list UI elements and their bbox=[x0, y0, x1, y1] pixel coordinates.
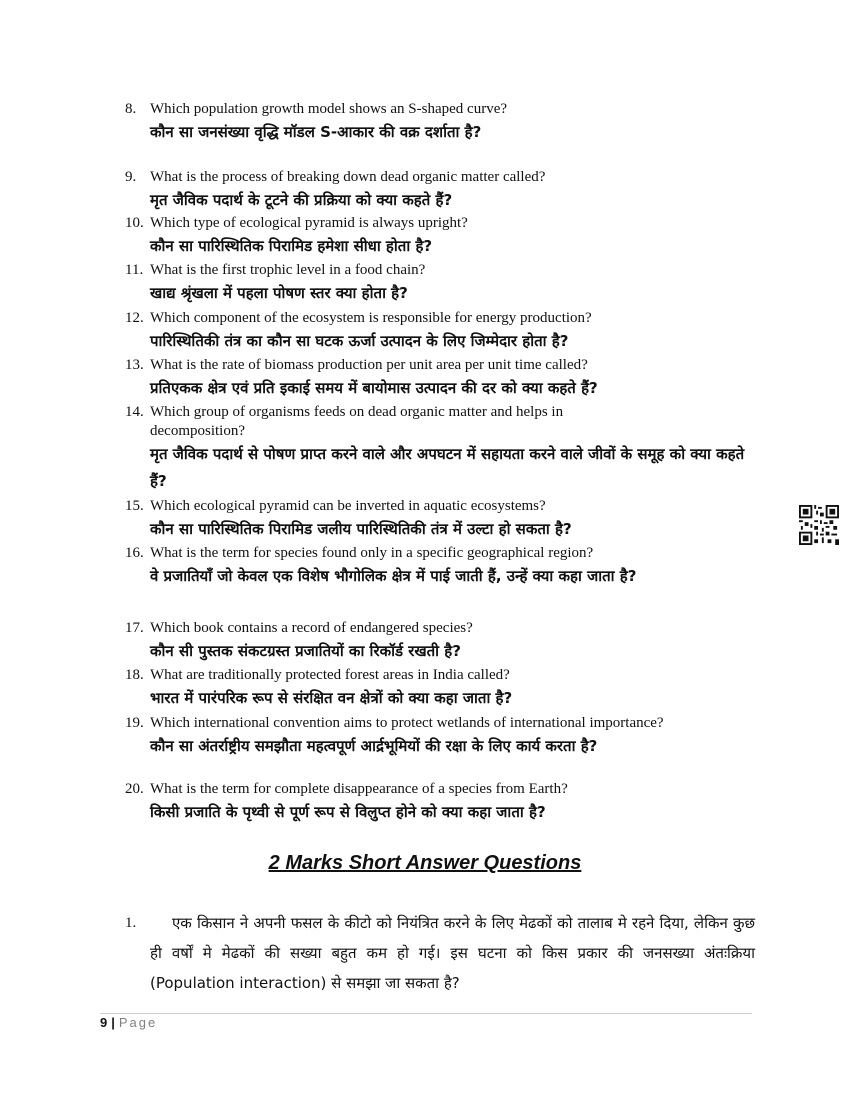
question-english: Which population growth model shows an S-shaped curve? bbox=[150, 101, 508, 117]
question-number: 16. bbox=[125, 545, 144, 561]
question-english: What is the first trophic level in a food chain? bbox=[150, 262, 426, 278]
question-english: What are traditionally protected forest areas in India called? bbox=[150, 667, 510, 683]
question-hindi: मृत जैविक पदार्थ के टूटने की प्रक्रिया को क्या कहते हैं? bbox=[150, 191, 453, 209]
question-number: 13. bbox=[125, 357, 144, 373]
footer-rule bbox=[100, 1013, 752, 1014]
question-hindi: मृत जैविक पदार्थ से पोषण प्राप्त करने वाले और अपघटन में सहायता करने वाले जीवों के समूह को क्या कहते हैं? bbox=[150, 445, 745, 490]
question-14 bbox=[125, 403, 765, 495]
question-number: 17. bbox=[125, 620, 144, 636]
question-number: 11. bbox=[125, 262, 144, 278]
question-20 bbox=[125, 780, 765, 826]
question-english: Which international convention aims to protect wetlands of international importance? bbox=[150, 715, 664, 731]
question-number: 18. bbox=[125, 667, 144, 683]
question-hindi: वे प्रजातियाँ जो केवल एक विशेष भौगोलिक क्षेत्र में पाई जाती हैं, उन्हें क्या कहा जाता है? bbox=[150, 567, 637, 585]
question-hindi: कौन सा पारिस्थितिक पिरामिड जलीय पारिस्थितिकी तंत्र में उल्टा हो सकता है? bbox=[150, 520, 572, 538]
question-number: 10. bbox=[125, 215, 144, 231]
question-hindi: प्रतिएकक क्षेत्र एवं प्रति इकाई समय में बायोमास उत्पादन की दर को क्या कहते हैं? bbox=[150, 379, 598, 397]
question-hindi: एक किसान ने अपनी फसल के कीटो को नियंत्रित करने के लिए मेढकों को तालाब मे रहने दिया, लेकिन कुछ ही वर्षों मे मेढकों की सख्या बहुत कम हो गई। इस घटना को किस प्रकार की जनसख्या अंतःक्रिया (Population interaction) से समझा जा सकता है? bbox=[150, 914, 755, 992]
question-18 bbox=[125, 666, 765, 712]
page-label: Page bbox=[118, 1015, 158, 1030]
question-english: Which group of organisms feeds on dead organic matter and helps in decomposition? bbox=[150, 404, 564, 439]
question-16 bbox=[125, 544, 765, 590]
question-8 bbox=[125, 100, 765, 146]
question-19 bbox=[125, 714, 765, 760]
question-english: What is the rate of biomass production per unit area per unit time called? bbox=[150, 357, 588, 373]
question-hindi: किसी प्रजाति के पृथ्वी से पूर्ण रूप से विलुप्त होने को क्या कहा जाता है? bbox=[150, 803, 546, 821]
footer-separator: | bbox=[111, 1015, 115, 1030]
question-hindi: कौन सा अंतर्राष्ट्रीय समझौता महत्वपूर्ण आर्द्रभूमियों की रक्षा के लिए कार्य करता है? bbox=[150, 737, 598, 755]
question-hindi: पारिस्थितिकी तंत्र का कौन सा घटक ऊर्जा उत्पादन के लिए जिम्मेदार होता है? bbox=[150, 332, 569, 350]
question-hindi: खाद्य श्रृंखला में पहला पोषण स्तर क्या होता है? bbox=[150, 284, 408, 302]
question-english: Which component of the ecosystem is responsible for energy production? bbox=[150, 310, 592, 326]
question-number: 14. bbox=[125, 404, 144, 420]
question-number: 20. bbox=[125, 781, 144, 797]
question-17 bbox=[125, 619, 765, 665]
page-number: 9 bbox=[100, 1015, 108, 1030]
question-number: 15. bbox=[125, 498, 144, 514]
section-title: 2 Marks Short Answer Questions bbox=[268, 852, 582, 874]
question-10 bbox=[125, 214, 765, 260]
question-english: Which type of ecological pyramid is always upright? bbox=[150, 215, 468, 231]
question-9 bbox=[125, 168, 765, 214]
question-english: What is the process of breaking down dead organic matter called? bbox=[150, 169, 546, 185]
question-hindi: कौन सी पुस्तक संकटग्रस्त प्रजातियों का रिकॉर्ड रखती है? bbox=[150, 642, 461, 660]
question-english: Which ecological pyramid can be inverted in aquatic ecosystems? bbox=[150, 498, 546, 514]
question-12 bbox=[125, 309, 765, 355]
question-13 bbox=[125, 356, 765, 402]
page-footer bbox=[100, 1014, 157, 1032]
question-11 bbox=[125, 261, 765, 307]
question-hindi: भारत में पारंपरिक रूप से संरक्षित वन क्षेत्रों को क्या कहा जाता है? bbox=[150, 689, 513, 707]
question-15 bbox=[125, 497, 765, 543]
question-number: 12. bbox=[125, 310, 144, 326]
short-answer-question-1 bbox=[125, 908, 755, 998]
question-english: What is the term for complete disappearance of a species from Earth? bbox=[150, 781, 568, 797]
question-number: 8. bbox=[125, 101, 137, 117]
question-number: 19. bbox=[125, 715, 144, 731]
question-english: Which book contains a record of endangered species? bbox=[150, 620, 473, 636]
question-hindi: कौन सा जनसंख्या वृद्धि मॉडल S-आकार की वक्र दर्शाता है? bbox=[150, 123, 482, 141]
qr-code-icon bbox=[799, 505, 839, 545]
question-number: 1. bbox=[125, 915, 137, 931]
question-number: 9. bbox=[125, 169, 137, 185]
question-hindi: कौन सा पारिस्थितिक पिरामिड हमेशा सीधा होता है? bbox=[150, 237, 433, 255]
question-english: What is the term for species found only in a specific geographical region? bbox=[150, 545, 594, 561]
